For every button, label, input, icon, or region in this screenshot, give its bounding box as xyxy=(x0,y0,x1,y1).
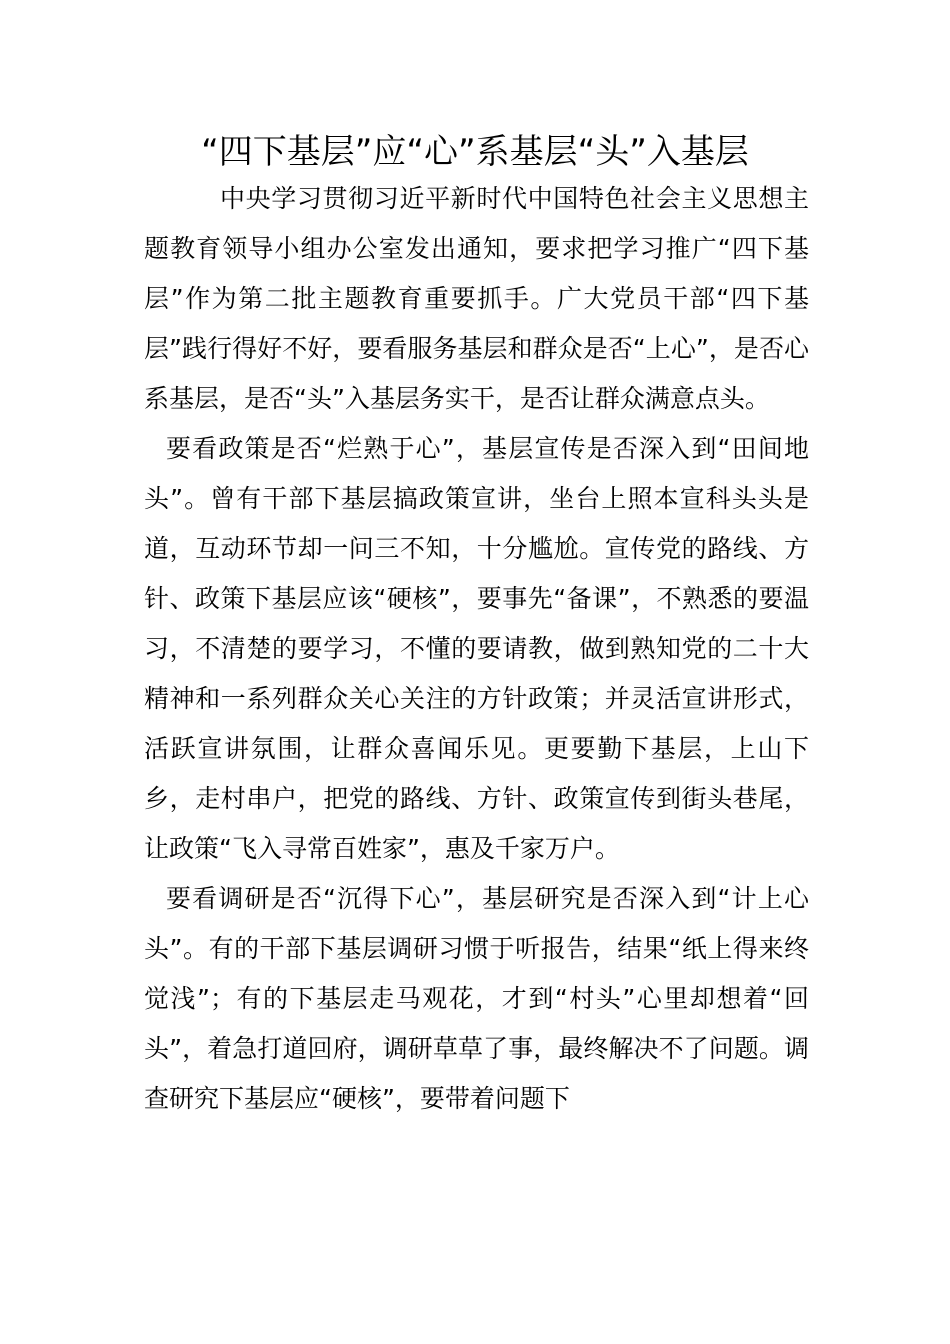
document-body xyxy=(144,174,809,1124)
document-title: “四下基层”应“心”系基层“头”入基层 xyxy=(201,132,749,172)
paragraph-policy: 要看政策是否“烂熟于心”，基层宣传是否深入到“田间地头”。曾有干部下基层搞政策宣讲，坐台上照本宣科头头是道，互动环节却一问三不知，十分尴尬。宣传党的路线、方针、政策下基层应该“硬核”，要事先“备课”，不熟悉的要温习，不清楚的要学习，不懂的要请教，做到熟知党的二十大精神和一系列群众关心关注的方针政策；并灵活宣讲形式，活跃宣讲氛围，让群众喜闻乐见。更要勤下基层，上山下乡，走村串户，把党的路线、方针、政策宣传到街头巷尾，让政策“飞入寻常百姓家”，惠及千家万户。 xyxy=(144,434,809,863)
paragraph-research: 要看调研是否“沉得下心”，基层研究是否深入到“计上心头”。有的干部下基层调研习惯于听报告，结果“纸上得来终觉浅”；有的下基层走马观花，才到“村头”心里却想着“回头”，着急打道回府，调研草草了事，最终解决不了问题。调查研究下基层应“硬核”，要带着问题下 xyxy=(144,884,809,1113)
paragraph-intro: 中央学习贯彻习近平新时代中国特色社会主义思想主题教育领导小组办公室发出通知，要求把学习推广“四下基层”作为第二批主题教育重要抓手。广大党员干部“四下基层”践行得好不好，要看服务基层和群众是否“上心”，是否心系基层，是否“头”入基层务实干，是否让群众满意点头。 xyxy=(144,184,809,413)
